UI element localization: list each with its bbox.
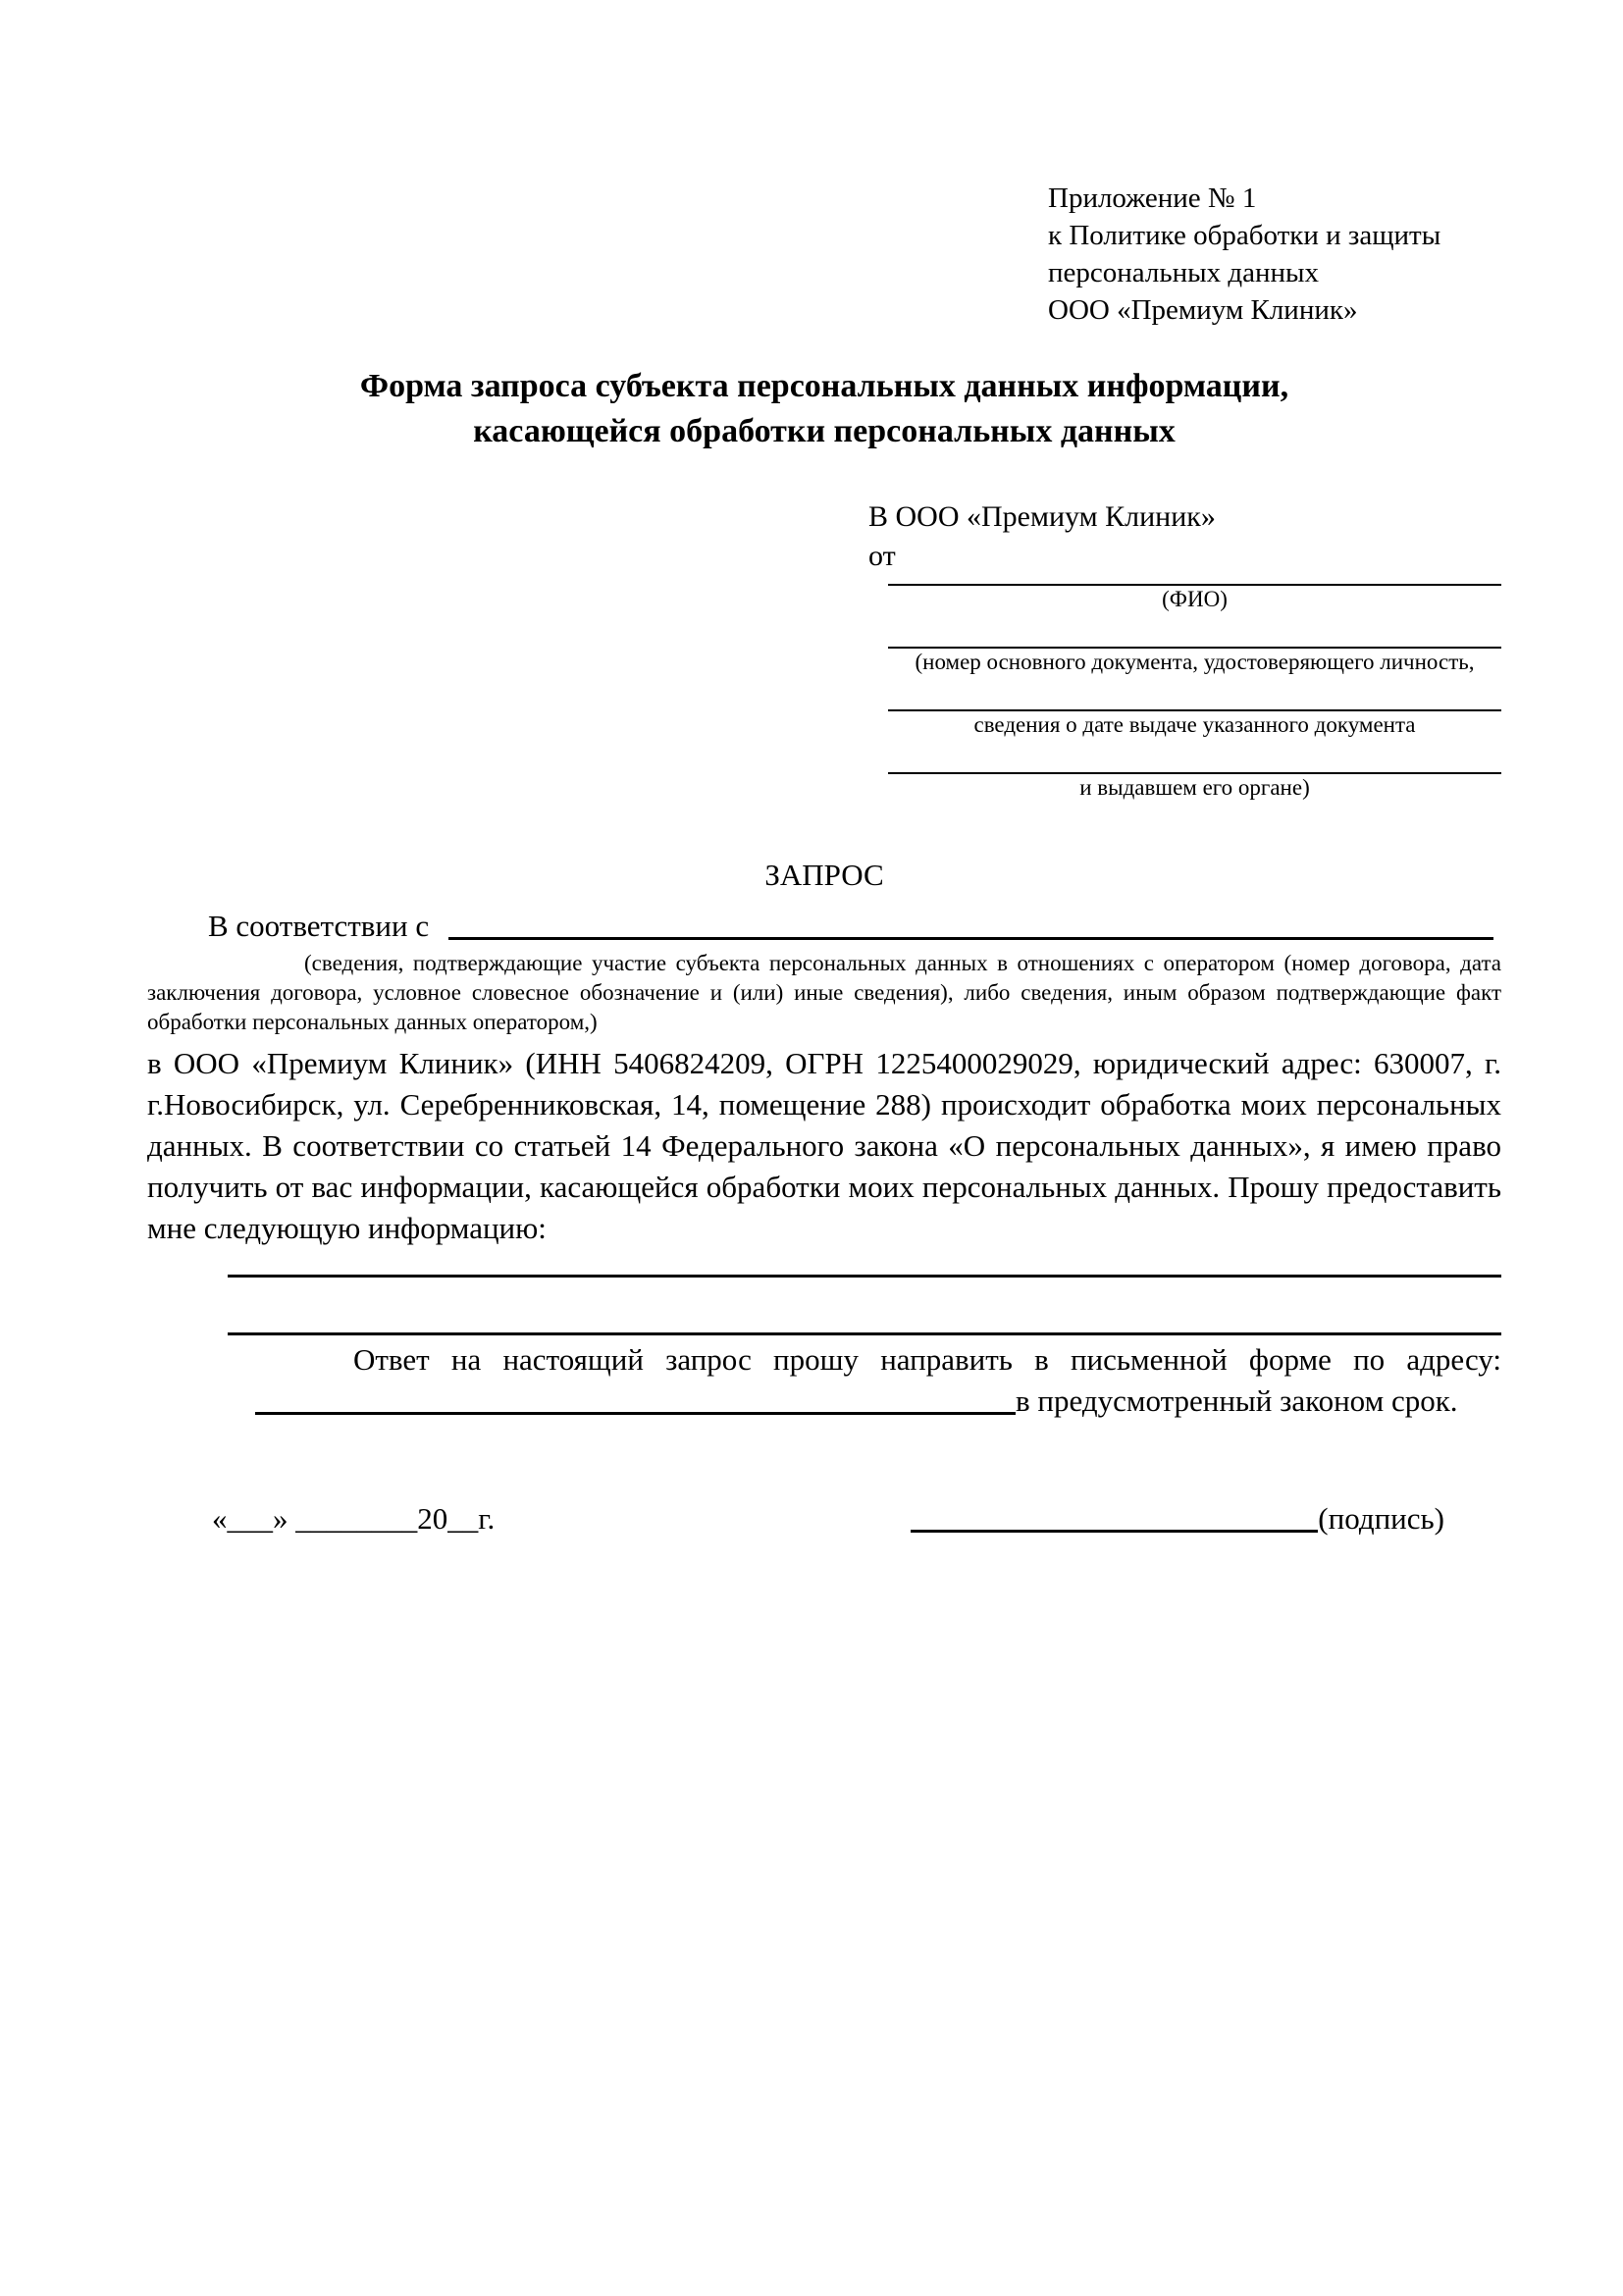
addressee-from-label: от bbox=[868, 540, 896, 572]
fio-caption: (ФИО) bbox=[1162, 587, 1228, 611]
information-fill-line-1 bbox=[228, 1249, 1501, 1278]
address-fill-line bbox=[255, 1381, 1016, 1415]
reply-address-row bbox=[147, 1381, 1501, 1422]
reply-tail-text: в предусмотренный законом срок. bbox=[1016, 1383, 1458, 1418]
appendix-header bbox=[1048, 180, 1501, 329]
signature-fill-line bbox=[911, 1498, 1318, 1533]
fio-fill-line bbox=[888, 576, 1501, 586]
appendix-header-line: Приложение № 1 bbox=[1048, 183, 1257, 214]
issue-date-field bbox=[868, 676, 1501, 739]
appendix-header-line: персональных данных bbox=[1048, 257, 1320, 288]
issuing-authority-field bbox=[868, 739, 1501, 802]
document-number-fill-line bbox=[888, 613, 1501, 649]
fio-field bbox=[868, 576, 1501, 613]
appendix-header-line: к Политике обработки и защиты bbox=[1048, 220, 1441, 251]
request-body-paragraph: в ООО «Премиум Клиник» (ИНН 5406824209, ОГРН 1225400029029, юридический адрес: 630007, г. г.Новосибирск, ул. Серебренниковская, 14, помещение 288) происходит обработка моих персональных данных. В соответствии со статьей 14 Федерального закона «О персональных данных», я имею право получить от вас информации, касающейся обработки моих персональных данных. Прошу предоставить мне следующую информацию: bbox=[147, 1046, 1501, 1245]
date-fill-text: «___» ________20__г. bbox=[212, 1501, 496, 1536]
accordance-footnote: (сведения, подтверждающие участие субъекта персональных данных в отношениях с оператором (номер договора, дата заключения договора, условное словесное обозначение и (или) иные сведения), либо сведения, иным образом подтверждающие факт обработки персональных данных оператором,) bbox=[147, 951, 1501, 1034]
document-title-line: Форма запроса субъекта персональных данных информации, bbox=[359, 368, 1289, 404]
document-title-line: касающейся обработки персональных данных bbox=[473, 413, 1176, 449]
date-signature-row bbox=[147, 1498, 1501, 1539]
accordance-row bbox=[147, 906, 1501, 947]
signature-group bbox=[911, 1498, 1444, 1539]
document-title bbox=[147, 364, 1501, 454]
reply-address-paragraph: Ответ на настоящий запрос прошу направить в письменной форме по адресу: bbox=[353, 1342, 1501, 1377]
addressee-to: В ООО «Премиум Клиник» bbox=[868, 500, 1216, 533]
request-heading: ЗАПРОС bbox=[764, 858, 884, 892]
document-number-field bbox=[868, 613, 1501, 676]
issue-date-caption: сведения о дате выдаче указанного документа bbox=[973, 712, 1416, 737]
issue-date-fill-line bbox=[888, 676, 1501, 711]
information-fill-line-2 bbox=[228, 1278, 1501, 1335]
appendix-header-line: ООО «Премиум Клиник» bbox=[1048, 294, 1358, 326]
issuing-authority-caption: и выдавшем его органе) bbox=[1079, 775, 1310, 800]
addressee-block bbox=[868, 497, 1501, 802]
issuing-authority-fill-line bbox=[888, 739, 1501, 774]
accordance-fill-line bbox=[448, 906, 1493, 940]
signature-caption: (подпись) bbox=[1318, 1501, 1444, 1536]
accordance-label: В соответствии с bbox=[208, 909, 437, 943]
document-number-caption: (номер основного документа, удостоверяющего личность, bbox=[915, 650, 1475, 674]
